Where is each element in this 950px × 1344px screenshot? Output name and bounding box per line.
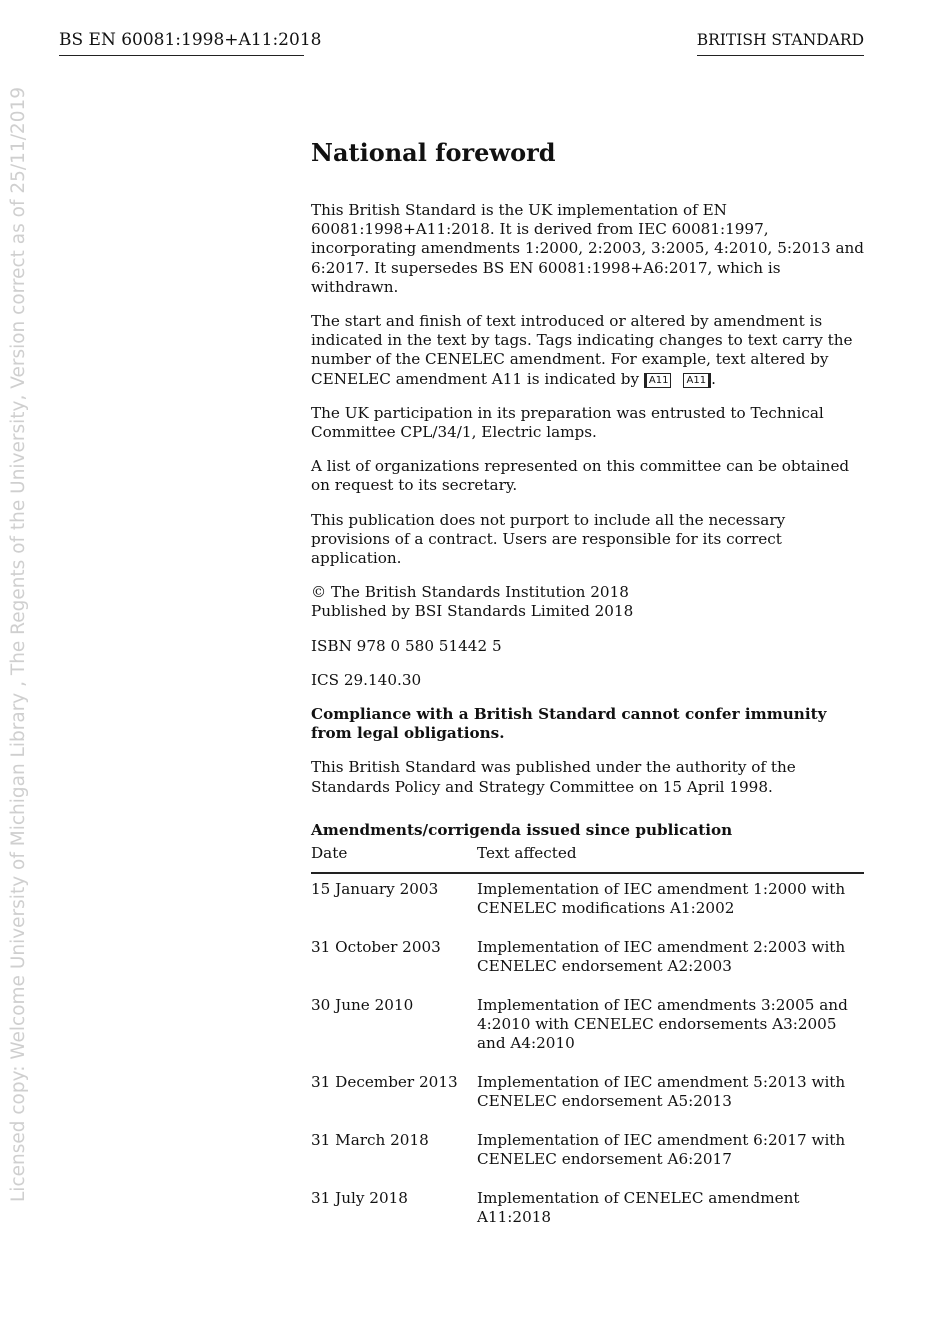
table-row (311, 873, 864, 932)
page-title: National foreword (311, 138, 556, 167)
amendment-date: 31 December 2013 (311, 1072, 458, 1091)
foreword-section (311, 138, 866, 1241)
amendment-date: 15 January 2003 (311, 879, 439, 898)
table-row (311, 1183, 864, 1241)
isbn: ISBN 978 0 580 51442 5 (311, 636, 502, 655)
amendment-text: Implementation of IEC amendment 6:2017 with CENELEC endorsement A6:2017 (477, 1130, 846, 1168)
amendment-date: 30 June 2010 (311, 995, 414, 1014)
table-row (311, 1067, 864, 1125)
copyright-block (311, 583, 866, 621)
amendment-text: Implementation of IEC amendments 3:2005 and 4:2010 with CENELEC endorsements A3:2005 and A4:2010 (477, 995, 848, 1052)
table-row (311, 932, 864, 990)
amendments-table (311, 840, 864, 1241)
amendment-end-tag: A11 (683, 373, 711, 388)
copyright-line: © The British Standards Institution 2018 (311, 583, 629, 602)
amendment-date: 31 July 2018 (311, 1188, 408, 1207)
document-code: BS EN 60081:1998+A11:2018 (59, 30, 304, 56)
column-header-date: Date (311, 840, 477, 873)
standard-type-label: BRITISH STANDARD (697, 31, 864, 56)
amendment-tags-end: . (711, 369, 716, 388)
amendment-text: Implementation of IEC amendment 2:2003 with CENELEC endorsement A2:2003 (477, 937, 846, 975)
amendments-heading: Amendments/corrigenda issued since publication (311, 820, 733, 839)
amendment-tags-text: The start and finish of text introduced or altered by amendment is indicated in the text by tags. Tags indicating changes to text carry the number of the CENELEC amendment. For example, text altered by CENELEC amendment A11 is indicated by (311, 312, 853, 388)
amendment-date: 31 March 2018 (311, 1130, 429, 1149)
organizations-paragraph: A list of organizations represented on this committee can be obtained on request to its secretary. (311, 457, 850, 495)
publisher-line: Published by BSI Standards Limited 2018 (311, 602, 634, 621)
implementation-paragraph: This British Standard is the UK implementation of EN 60081:1998+A11:2018. It is derived from IEC 60081:1997, incorporating amendments 1:2000, 2:2003, 3:2005, 4:2010, 5:2013 and 6:2017. It supersedes BS EN 60081:1998+A6:2017, which is withdrawn. (311, 201, 865, 296)
amendment-date: 31 October 2003 (311, 937, 441, 956)
committee-paragraph: The UK participation in its preparation was entrusted to Technical Committee CPL/34/1, Electric lamps. (311, 403, 824, 442)
license-watermark: Licensed copy: Welcome University of Michigan Library , The Regents of the University, Version correct as of 25/11/2019 (8, 86, 29, 1202)
column-header-text-affected: Text affected (477, 840, 864, 873)
amendment-text: Implementation of IEC amendment 5:2013 with CENELEC endorsement A5:2013 (477, 1072, 846, 1110)
ics: ICS 29.140.30 (311, 670, 422, 689)
amendment-text: Implementation of IEC amendment 1:2000 with CENELEC modifications A1:2002 (477, 879, 846, 917)
amendment-tags-paragraph (311, 312, 866, 389)
compliance-notice: Compliance with a British Standard cannot confer immunity from legal obligations. (311, 705, 827, 743)
amendment-start-tag: A11 (644, 373, 672, 388)
authority-paragraph: This British Standard was published under the authority of the Standards Policy and Strategy Committee on 15 April 1998. (311, 758, 796, 796)
amendment-text: Implementation of CENELEC amendment A11:2018 (477, 1188, 800, 1226)
table-row (311, 990, 864, 1067)
table-row (311, 1125, 864, 1183)
provisions-paragraph: This publication does not purport to include all the necessary provisions of a contract. Users are responsible for its correct application. (311, 510, 786, 568)
